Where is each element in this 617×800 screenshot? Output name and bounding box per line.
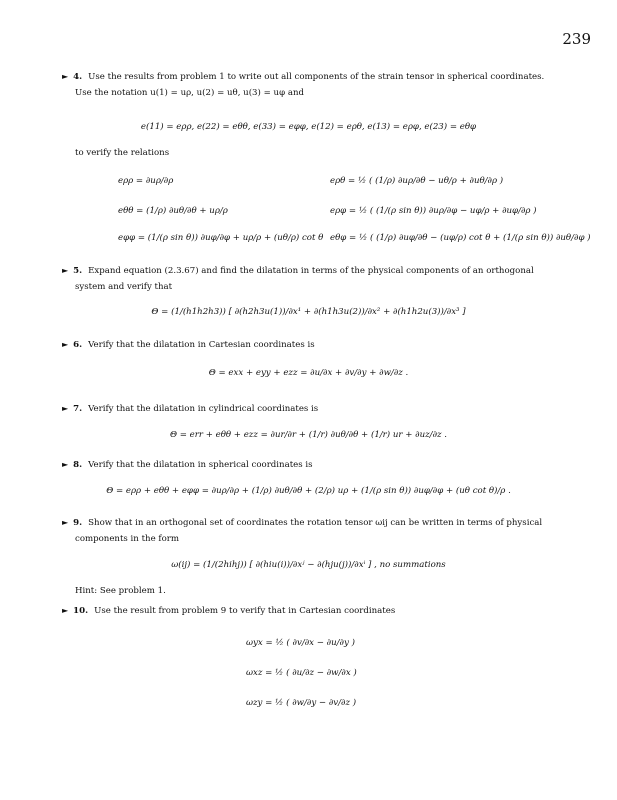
arrow-marker-icon: ► (62, 518, 69, 527)
equation-dilatation-cartesian: Θ = exx + eyy + ezz = ∂u/∂x + ∂v/∂y + ∂w/∂z . (208, 368, 409, 378)
problem-5-statement (62, 266, 534, 278)
equation-e-theta-phi: eθφ = ½ ( (1/ρ) ∂uφ/∂θ − (uφ/ρ) cot θ + (1/(ρ sin θ)) ∂uθ/∂φ ) (330, 233, 591, 243)
problem-number: 5. (73, 266, 83, 276)
problem-number: 6. (73, 340, 83, 350)
problem-text: Use the result from problem 9 to verify that in Cartesian coordinates (94, 606, 396, 616)
problem-text: Verify that the dilatation in spherical coordinates is (88, 460, 313, 470)
problem-text: Use the results from problem 1 to write out all components of the strain tensor in spherical coordinates. (88, 72, 545, 82)
equation-e-theta-theta: eθθ = (1/ρ) ∂uθ/∂θ + uρ/ρ (118, 206, 228, 216)
problem-4-verify-text: to verify the relations (75, 148, 170, 158)
problem-text: Expand equation (2.3.67) and find the dilatation in terms of the physical components of an orthogonal (88, 266, 534, 276)
equation-dilatation-orthogonal: Θ = (1/(h1h2h3)) [ ∂(h2h3u(1))/∂x¹ + ∂(h1h3u(2))/∂x² + ∂(h1h2u(3))/∂x³ ] (151, 307, 466, 317)
problem-number: 4. (73, 72, 83, 82)
equation-rotation-tensor: ω(ij) = (1/(2hihj)) [ ∂(hiu(i))/∂xʲ − ∂(hju(j))/∂xⁱ ] , no summations (171, 560, 446, 570)
problem-text: Verify that the dilatation in cylindrical coordinates is (88, 404, 319, 414)
equation-e-rho-theta: eρθ = ½ ( (1/ρ) ∂uρ/∂θ − uθ/ρ + ∂uθ/∂ρ ) (330, 176, 504, 186)
equation-omega-xz: ωxz = ½ ( ∂u/∂z − ∂w/∂x ) (246, 668, 357, 678)
problem-number: 8. (73, 460, 83, 470)
page-number: 239 (562, 30, 591, 48)
equation-e-rho-phi: eρφ = ½ ( (1/(ρ sin θ)) ∂uρ/∂φ − uφ/ρ + ∂uφ/∂ρ ) (330, 206, 537, 216)
arrow-marker-icon: ► (62, 606, 69, 615)
problem-number: 7. (73, 404, 83, 414)
problem-8-statement (62, 460, 313, 472)
problem-9-statement (62, 518, 542, 530)
problem-number: 10. (73, 606, 89, 616)
arrow-marker-icon: ► (62, 72, 69, 81)
equation-e-rho-rho: eρρ = ∂uρ/∂ρ (118, 176, 174, 186)
problem-9-continuation: components in the form (75, 534, 179, 544)
problem-6-statement (62, 340, 315, 352)
problem-9-hint: Hint: See problem 1. (75, 586, 166, 596)
equation-dilatation-cylindrical: Θ = err + eθθ + ezz = ∂ur/∂r + (1/r) ∂uθ/∂θ + (1/r) ur + ∂uz/∂z . (169, 430, 448, 440)
equation-dilatation-spherical: Θ = eρρ + eθθ + eφφ = ∂uρ/∂ρ + (1/ρ) ∂uθ/∂θ + (2/ρ) uρ + (1/(ρ sin θ)) ∂uφ/∂φ + (uθ cot θ)/ρ . (106, 486, 511, 496)
problem-7-statement (62, 404, 318, 416)
problem-4-statement (62, 72, 544, 84)
equation-omega-yx: ωyx = ½ ( ∂v/∂x − ∂u/∂y ) (246, 638, 355, 648)
arrow-marker-icon: ► (62, 266, 69, 275)
problem-number: 9. (73, 518, 83, 528)
problem-10-statement (62, 606, 395, 618)
problem-4-continuation: Use the notation u(1) = uρ, u(2) = uθ, u(3) = uφ and (75, 88, 304, 98)
arrow-marker-icon: ► (62, 460, 69, 469)
strain-notation-line: e(11) = eρρ, e(22) = eθθ, e(33) = eφφ, e(12) = eρθ, e(13) = eρφ, e(23) = eθφ (140, 122, 477, 132)
arrow-marker-icon: ► (62, 404, 69, 413)
problem-text: Verify that the dilatation in Cartesian coordinates is (88, 340, 315, 350)
arrow-marker-icon: ► (62, 340, 69, 349)
problem-5-continuation: system and verify that (75, 282, 173, 292)
equation-e-phi-phi: eφφ = (1/(ρ sin θ)) ∂uφ/∂φ + uρ/ρ + (uθ/ρ) cot θ (118, 233, 324, 243)
problem-text: Show that in an orthogonal set of coordinates the rotation tensor ωij can be written in terms of physical (88, 518, 543, 528)
equation-omega-zy: ωzy = ½ ( ∂w/∂y − ∂v/∂z ) (246, 698, 357, 708)
